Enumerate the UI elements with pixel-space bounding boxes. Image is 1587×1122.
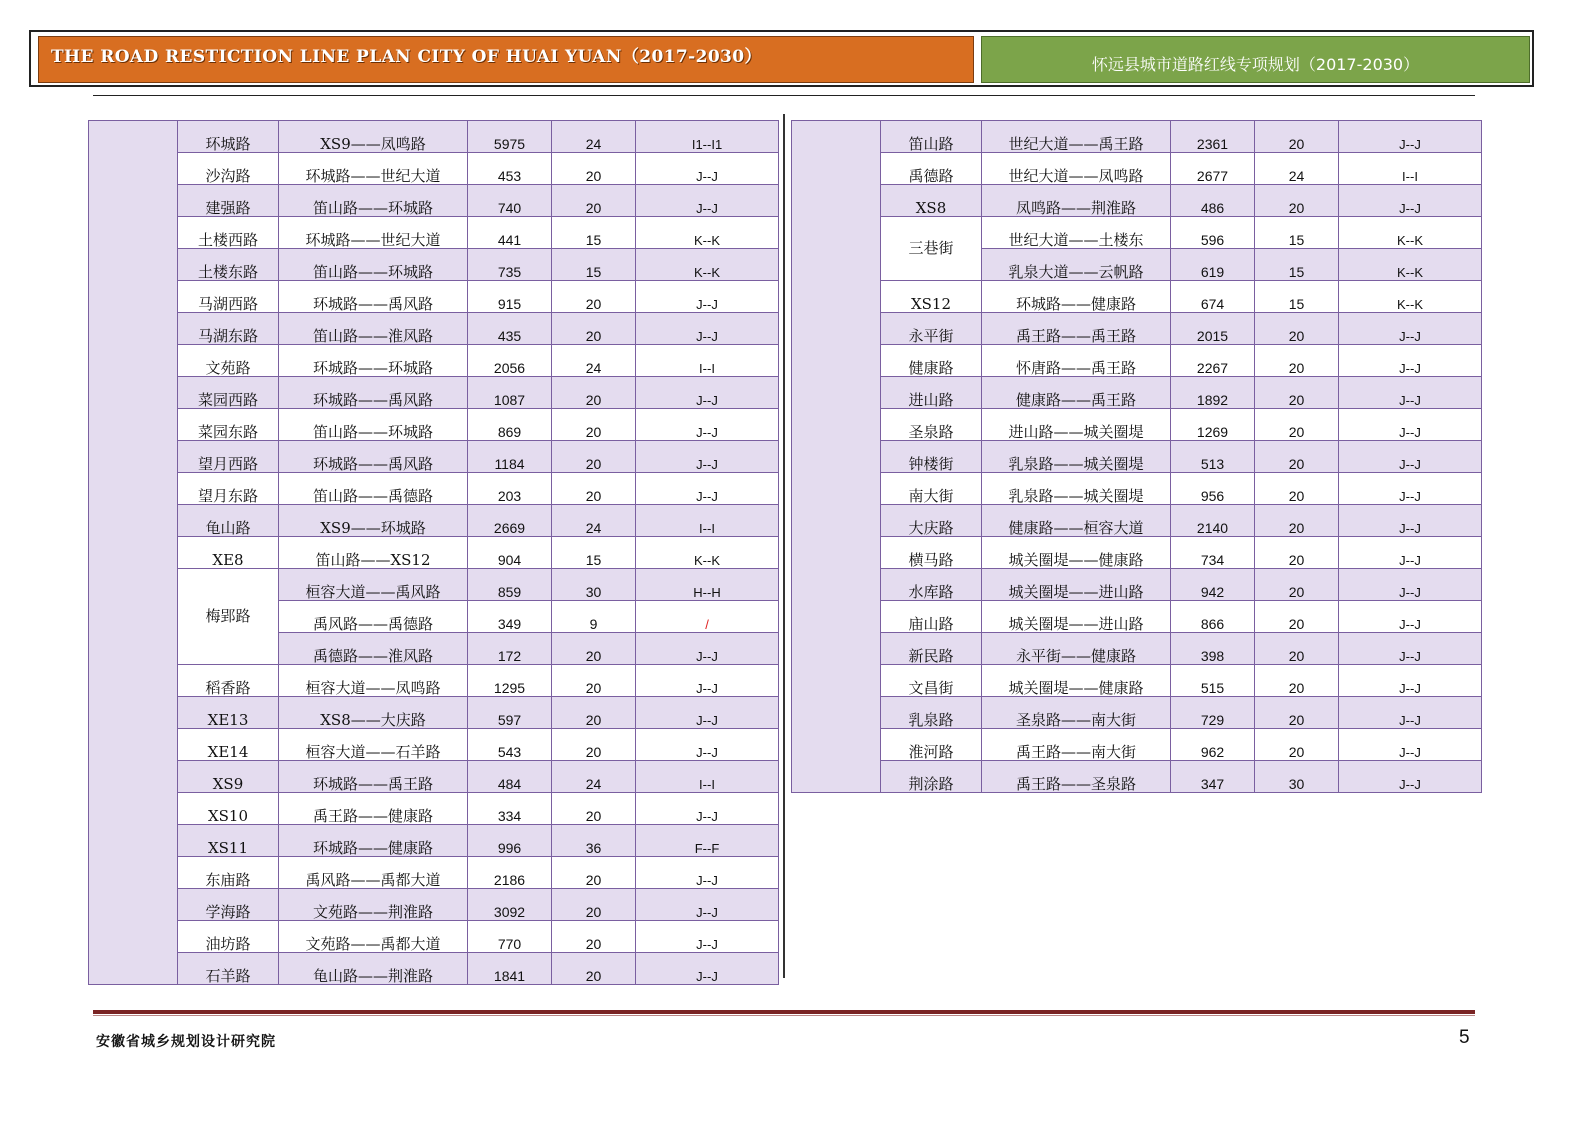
length-cell: 543 <box>468 729 552 761</box>
segment-cell: 禹王路——禹王路 <box>982 313 1171 345</box>
length-cell: 453 <box>468 153 552 185</box>
width-cell: 24 <box>1255 153 1339 185</box>
segment-cell: 凤鸣路——荆淮路 <box>982 185 1171 217</box>
footer-divider <box>93 1010 1475 1014</box>
section-cell: J--J <box>636 281 779 313</box>
segment-cell: 城关圈堤——进山路 <box>982 601 1171 633</box>
section-cell: J--J <box>1339 601 1482 633</box>
section-cell: K--K <box>1339 281 1482 313</box>
title-english: THE ROAD RESTICTION LINE PLAN CITY OF HUAI YUAN（2017-2030） <box>38 36 974 83</box>
road-name-cell: 笛山路 <box>881 121 982 153</box>
segment-cell: 禹德路——淮风路 <box>279 633 468 665</box>
length-cell: 484 <box>468 761 552 793</box>
width-cell: 20 <box>552 281 636 313</box>
width-cell: 20 <box>1255 121 1339 153</box>
section-cell: J--J <box>1339 185 1482 217</box>
section-cell: J--J <box>636 697 779 729</box>
segment-cell: 世纪大道——凤鸣路 <box>982 153 1171 185</box>
section-cell: K--K <box>636 217 779 249</box>
road-name-cell: 大庆路 <box>881 505 982 537</box>
road-name-cell: 菜园东路 <box>178 409 279 441</box>
segment-cell: 乳泉路——城关圈堤 <box>982 441 1171 473</box>
length-cell: 515 <box>1171 665 1255 697</box>
segment-cell: XS8——大庆路 <box>279 697 468 729</box>
segment-cell: 笛山路——禹德路 <box>279 473 468 505</box>
length-cell: 996 <box>468 825 552 857</box>
table-row <box>89 793 779 825</box>
road-name-cell: 稻香路 <box>178 665 279 697</box>
section-cell: K--K <box>636 537 779 569</box>
page-number: 5 <box>1459 1027 1470 1048</box>
segment-cell: 乳泉大道——云帆路 <box>982 249 1171 281</box>
length-cell: 349 <box>468 601 552 633</box>
length-cell: 962 <box>1171 729 1255 761</box>
width-cell: 20 <box>1255 697 1339 729</box>
length-cell: 334 <box>468 793 552 825</box>
segment-cell: 笛山路——环城路 <box>279 249 468 281</box>
width-cell: 15 <box>552 217 636 249</box>
table-row <box>89 569 779 601</box>
road-name-cell: 健康路 <box>881 345 982 377</box>
table-row <box>89 857 779 889</box>
length-cell: 486 <box>1171 185 1255 217</box>
table-row <box>89 217 779 249</box>
road-name-cell: 横马路 <box>881 537 982 569</box>
section-cell: I--I <box>636 505 779 537</box>
segment-cell: 环城路——健康路 <box>279 825 468 857</box>
width-cell: 15 <box>1255 217 1339 249</box>
road-name-cell: 文苑路 <box>178 345 279 377</box>
table-row <box>792 665 1482 697</box>
length-cell: 2677 <box>1171 153 1255 185</box>
table-row <box>89 761 779 793</box>
width-cell: 20 <box>552 473 636 505</box>
length-cell: 915 <box>468 281 552 313</box>
segment-cell: 怀唐路——禹王路 <box>982 345 1171 377</box>
width-cell: 24 <box>552 761 636 793</box>
length-cell: 1295 <box>468 665 552 697</box>
section-cell: F--F <box>636 825 779 857</box>
section-cell: K--K <box>636 249 779 281</box>
road-name-cell: XE8 <box>178 537 279 569</box>
road-name-cell: 淮河路 <box>881 729 982 761</box>
road-name-cell: 梅郢路 <box>178 569 279 665</box>
length-cell: 5975 <box>468 121 552 153</box>
road-name-cell: XS10 <box>178 793 279 825</box>
table-row <box>89 121 779 153</box>
table-row <box>792 185 1482 217</box>
length-cell: 956 <box>1171 473 1255 505</box>
table-row <box>792 697 1482 729</box>
width-cell: 20 <box>1255 345 1339 377</box>
road-name-cell: 进山路 <box>881 377 982 409</box>
road-name-cell: 文昌街 <box>881 665 982 697</box>
length-cell: 1892 <box>1171 377 1255 409</box>
length-cell: 2361 <box>1171 121 1255 153</box>
width-cell: 20 <box>552 793 636 825</box>
length-cell: 203 <box>468 473 552 505</box>
road-name-cell: 东庙路 <box>178 857 279 889</box>
length-cell: 2267 <box>1171 345 1255 377</box>
width-cell: 20 <box>1255 185 1339 217</box>
section-cell: J--J <box>636 153 779 185</box>
section-cell: / <box>636 601 779 633</box>
length-cell: 740 <box>468 185 552 217</box>
road-name-cell: 沙沟路 <box>178 153 279 185</box>
length-cell: 942 <box>1171 569 1255 601</box>
width-cell: 20 <box>1255 601 1339 633</box>
length-cell: 859 <box>468 569 552 601</box>
width-cell: 15 <box>1255 249 1339 281</box>
width-cell: 24 <box>552 121 636 153</box>
length-cell: 2140 <box>1171 505 1255 537</box>
table-row <box>89 185 779 217</box>
table-row <box>89 665 779 697</box>
table-row <box>792 505 1482 537</box>
width-cell: 20 <box>552 409 636 441</box>
segment-cell: 桓容大道——凤鸣路 <box>279 665 468 697</box>
road-name-cell: 土楼东路 <box>178 249 279 281</box>
table-row <box>89 825 779 857</box>
section-cell: J--J <box>636 729 779 761</box>
road-name-cell: XS9 <box>178 761 279 793</box>
title-chinese: 怀远县城市道路红线专项规划（2017-2030） <box>981 36 1530 83</box>
segment-cell: 禹王路——圣泉路 <box>982 761 1171 793</box>
width-cell: 20 <box>552 633 636 665</box>
table-row <box>89 281 779 313</box>
segment-cell: 健康路——桓容大道 <box>982 505 1171 537</box>
road-name-cell: XS12 <box>881 281 982 313</box>
road-table-left <box>88 120 779 985</box>
length-cell: 869 <box>468 409 552 441</box>
width-cell: 20 <box>1255 505 1339 537</box>
table-row <box>89 345 779 377</box>
length-cell: 674 <box>1171 281 1255 313</box>
table-row <box>792 473 1482 505</box>
road-name-cell: 南大街 <box>881 473 982 505</box>
section-cell: J--J <box>1339 569 1482 601</box>
segment-cell: 禹风路——禹都大道 <box>279 857 468 889</box>
segment-cell: 乳泉路——城关圈堤 <box>982 473 1171 505</box>
width-cell: 20 <box>1255 313 1339 345</box>
length-cell: 770 <box>468 921 552 953</box>
section-cell: H--H <box>636 569 779 601</box>
table-row <box>89 377 779 409</box>
length-cell: 2015 <box>1171 313 1255 345</box>
segment-cell: 环城路——禹风路 <box>279 377 468 409</box>
width-cell: 20 <box>552 185 636 217</box>
table-row <box>89 953 779 985</box>
road-name-cell: 圣泉路 <box>881 409 982 441</box>
table-row <box>89 473 779 505</box>
segment-cell: 禹王路——健康路 <box>279 793 468 825</box>
segment-cell: XS9——凤鸣路 <box>279 121 468 153</box>
table-row <box>792 441 1482 473</box>
segment-cell: 环城路——禹王路 <box>279 761 468 793</box>
section-cell: I--I <box>1339 153 1482 185</box>
length-cell: 729 <box>1171 697 1255 729</box>
segment-cell: 环城路——环城路 <box>279 345 468 377</box>
table-row <box>792 537 1482 569</box>
section-cell: J--J <box>636 793 779 825</box>
road-name-cell: 建强路 <box>178 185 279 217</box>
segment-cell: 环城路——健康路 <box>982 281 1171 313</box>
table-row <box>792 633 1482 665</box>
width-cell: 20 <box>1255 537 1339 569</box>
table-row <box>792 217 1482 249</box>
section-cell: I--I <box>636 761 779 793</box>
length-cell: 597 <box>468 697 552 729</box>
section-cell: J--J <box>1339 313 1482 345</box>
width-cell: 24 <box>552 345 636 377</box>
width-cell: 20 <box>552 377 636 409</box>
road-name-cell: 石羊路 <box>178 953 279 985</box>
table-row <box>792 601 1482 633</box>
road-name-cell: 环城路 <box>178 121 279 153</box>
category-cell <box>89 121 178 985</box>
section-cell: J--J <box>636 921 779 953</box>
section-cell: J--J <box>636 313 779 345</box>
table-row <box>792 313 1482 345</box>
road-name-cell: 望月东路 <box>178 473 279 505</box>
segment-cell: 进山路——城关圈堤 <box>982 409 1171 441</box>
road-name-cell: 马湖东路 <box>178 313 279 345</box>
road-name-cell: 乳泉路 <box>881 697 982 729</box>
table-row <box>89 729 779 761</box>
segment-cell: 禹王路——南大街 <box>982 729 1171 761</box>
road-name-cell: 新民路 <box>881 633 982 665</box>
section-cell: K--K <box>1339 217 1482 249</box>
segment-cell: 禹风路——禹德路 <box>279 601 468 633</box>
width-cell: 15 <box>552 537 636 569</box>
length-cell: 347 <box>1171 761 1255 793</box>
section-cell: J--J <box>1339 729 1482 761</box>
road-name-cell: 菜园西路 <box>178 377 279 409</box>
length-cell: 1087 <box>468 377 552 409</box>
segment-cell: 桓容大道——石羊路 <box>279 729 468 761</box>
road-name-cell: XE14 <box>178 729 279 761</box>
length-cell: 1841 <box>468 953 552 985</box>
width-cell: 20 <box>1255 665 1339 697</box>
road-name-cell: 土楼西路 <box>178 217 279 249</box>
road-name-cell: 马湖西路 <box>178 281 279 313</box>
category-cell <box>792 121 881 793</box>
width-cell: 36 <box>552 825 636 857</box>
road-name-cell: 荆涂路 <box>881 761 982 793</box>
length-cell: 172 <box>468 633 552 665</box>
table-row <box>792 345 1482 377</box>
segment-cell: 世纪大道——禹王路 <box>982 121 1171 153</box>
length-cell: 735 <box>468 249 552 281</box>
road-name-cell: XS11 <box>178 825 279 857</box>
width-cell: 20 <box>1255 633 1339 665</box>
segment-cell: 城关圈堤——健康路 <box>982 537 1171 569</box>
section-cell: J--J <box>1339 697 1482 729</box>
width-cell: 20 <box>1255 409 1339 441</box>
segment-cell: 环城路——禹风路 <box>279 281 468 313</box>
length-cell: 596 <box>1171 217 1255 249</box>
section-cell: J--J <box>1339 665 1482 697</box>
segment-cell: 环城路——世纪大道 <box>279 153 468 185</box>
road-name-cell: 永平街 <box>881 313 982 345</box>
segment-cell: 笛山路——环城路 <box>279 185 468 217</box>
width-cell: 20 <box>1255 473 1339 505</box>
width-cell: 20 <box>552 313 636 345</box>
section-cell: J--J <box>1339 409 1482 441</box>
section-cell: J--J <box>636 441 779 473</box>
segment-cell: 笛山路——环城路 <box>279 409 468 441</box>
section-cell: J--J <box>1339 505 1482 537</box>
section-cell: J--J <box>1339 761 1482 793</box>
width-cell: 20 <box>1255 729 1339 761</box>
table-row <box>89 313 779 345</box>
length-cell: 904 <box>468 537 552 569</box>
top-divider <box>93 95 1475 96</box>
width-cell: 20 <box>1255 377 1339 409</box>
table-row <box>89 697 779 729</box>
table-row <box>89 153 779 185</box>
section-cell: J--J <box>1339 345 1482 377</box>
table-row <box>792 409 1482 441</box>
width-cell: 30 <box>552 569 636 601</box>
section-cell: J--J <box>1339 537 1482 569</box>
table-row <box>89 921 779 953</box>
segment-cell: 笛山路——XS12 <box>279 537 468 569</box>
length-cell: 1184 <box>468 441 552 473</box>
length-cell: 441 <box>468 217 552 249</box>
width-cell: 30 <box>1255 761 1339 793</box>
width-cell: 20 <box>552 889 636 921</box>
section-cell: J--J <box>636 377 779 409</box>
table-row <box>89 505 779 537</box>
length-cell: 619 <box>1171 249 1255 281</box>
section-cell: J--J <box>1339 473 1482 505</box>
segment-cell: 文苑路——荆淮路 <box>279 889 468 921</box>
segment-cell: 健康路——禹王路 <box>982 377 1171 409</box>
width-cell: 20 <box>1255 441 1339 473</box>
segment-cell: 圣泉路——南大街 <box>982 697 1171 729</box>
width-cell: 15 <box>552 249 636 281</box>
width-cell: 9 <box>552 601 636 633</box>
road-name-cell: 望月西路 <box>178 441 279 473</box>
table-row <box>89 249 779 281</box>
table-row <box>89 409 779 441</box>
section-cell: J--J <box>636 185 779 217</box>
segment-cell: XS9——环城路 <box>279 505 468 537</box>
length-cell: 513 <box>1171 441 1255 473</box>
width-cell: 20 <box>552 153 636 185</box>
section-cell: J--J <box>1339 377 1482 409</box>
road-name-cell: XE13 <box>178 697 279 729</box>
section-cell: K--K <box>1339 249 1482 281</box>
width-cell: 20 <box>552 441 636 473</box>
table-row <box>792 569 1482 601</box>
width-cell: 15 <box>1255 281 1339 313</box>
section-cell: J--J <box>636 953 779 985</box>
table-row <box>792 729 1482 761</box>
width-cell: 20 <box>552 729 636 761</box>
road-name-cell: 庙山路 <box>881 601 982 633</box>
table-row <box>792 153 1482 185</box>
length-cell: 435 <box>468 313 552 345</box>
section-cell: J--J <box>1339 633 1482 665</box>
segment-cell: 世纪大道——土楼东 <box>982 217 1171 249</box>
length-cell: 3092 <box>468 889 552 921</box>
footer-divider-thin <box>93 1015 1475 1016</box>
length-cell: 2056 <box>468 345 552 377</box>
road-name-cell: 水库路 <box>881 569 982 601</box>
section-cell: J--J <box>636 665 779 697</box>
width-cell: 24 <box>552 505 636 537</box>
table-row <box>792 761 1482 793</box>
section-cell: J--J <box>1339 121 1482 153</box>
table-row <box>792 281 1482 313</box>
width-cell: 20 <box>552 857 636 889</box>
road-name-cell: 钟楼街 <box>881 441 982 473</box>
width-cell: 20 <box>552 697 636 729</box>
width-cell: 20 <box>552 665 636 697</box>
segment-cell: 永平街——健康路 <box>982 633 1171 665</box>
segment-cell: 环城路——世纪大道 <box>279 217 468 249</box>
road-name-cell: 三巷街 <box>881 217 982 281</box>
segment-cell: 笛山路——淮风路 <box>279 313 468 345</box>
segment-cell: 龟山路——荆淮路 <box>279 953 468 985</box>
table-row <box>792 121 1482 153</box>
road-name-cell: XS8 <box>881 185 982 217</box>
section-cell: J--J <box>636 633 779 665</box>
section-cell: J--J <box>636 857 779 889</box>
road-name-cell: 学海路 <box>178 889 279 921</box>
section-cell: J--J <box>636 889 779 921</box>
table-row <box>89 537 779 569</box>
length-cell: 2186 <box>468 857 552 889</box>
length-cell: 398 <box>1171 633 1255 665</box>
length-cell: 1269 <box>1171 409 1255 441</box>
section-cell: I--I <box>636 345 779 377</box>
length-cell: 734 <box>1171 537 1255 569</box>
segment-cell: 城关圈堤——健康路 <box>982 665 1171 697</box>
width-cell: 20 <box>1255 569 1339 601</box>
section-cell: I1--I1 <box>636 121 779 153</box>
section-cell: J--J <box>1339 441 1482 473</box>
road-name-cell: 禹德路 <box>881 153 982 185</box>
width-cell: 20 <box>552 953 636 985</box>
section-cell: J--J <box>636 473 779 505</box>
road-name-cell: 油坊路 <box>178 921 279 953</box>
segment-cell: 文苑路——禹都大道 <box>279 921 468 953</box>
section-cell: J--J <box>636 409 779 441</box>
segment-cell: 城关圈堤——进山路 <box>982 569 1171 601</box>
footer-organization: 安徽省城乡规划设计研究院 <box>96 1034 276 1050</box>
road-name-cell: 龟山路 <box>178 505 279 537</box>
segment-cell: 桓容大道——禹风路 <box>279 569 468 601</box>
table-row <box>89 889 779 921</box>
road-table-right <box>791 120 1482 793</box>
table-row <box>89 441 779 473</box>
length-cell: 866 <box>1171 601 1255 633</box>
length-cell: 2669 <box>468 505 552 537</box>
column-divider <box>783 114 785 978</box>
table-row <box>792 377 1482 409</box>
segment-cell: 环城路——禹风路 <box>279 441 468 473</box>
width-cell: 20 <box>552 921 636 953</box>
